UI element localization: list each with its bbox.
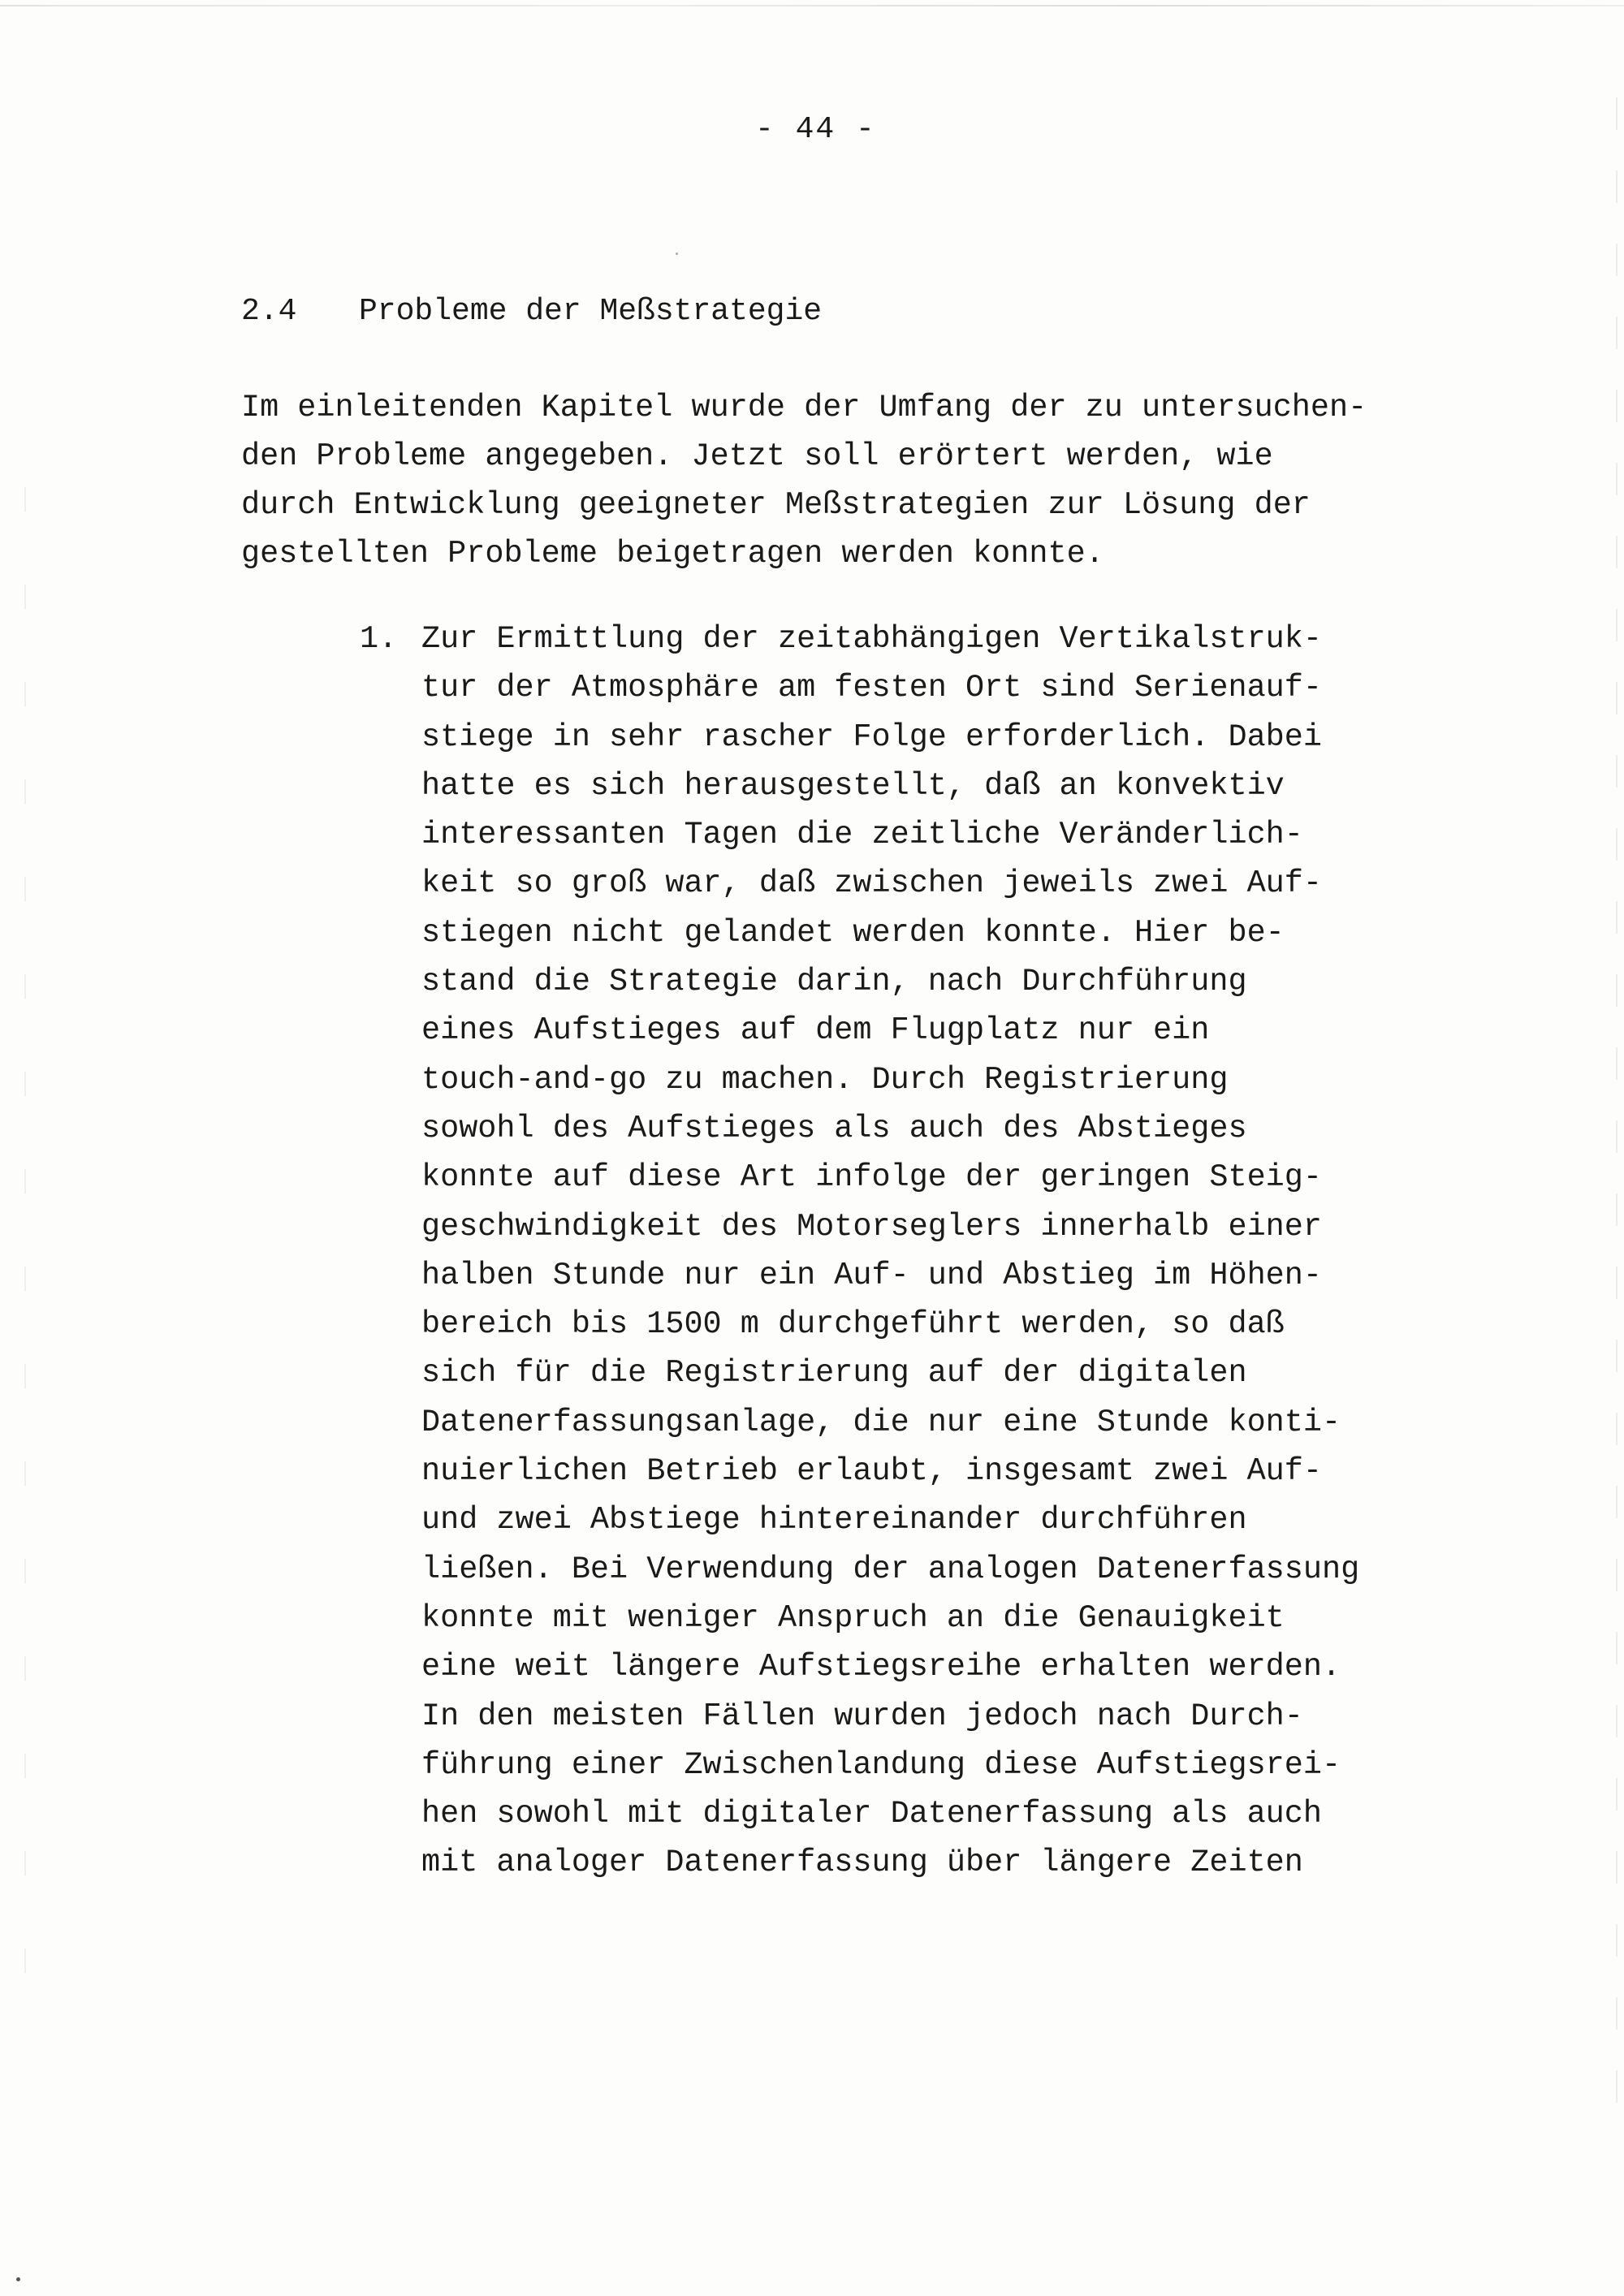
scan-top-edge xyxy=(0,5,1624,6)
list-line: ließen. Bei Verwendung der analogen Datenerfassung xyxy=(421,1551,1360,1587)
list-line: konnte auf diese Art infolge der geringen Steig- xyxy=(421,1159,1322,1196)
intro-line: durch Entwicklung geeigneter Meßstrategien zur Lösung der xyxy=(241,487,1311,523)
scan-speck xyxy=(16,2277,20,2281)
list-line: konnte mit weniger Anspruch an die Genauigkeit xyxy=(421,1599,1285,1636)
list-line: eine weit längere Aufstiegsreihe erhalten werden. xyxy=(421,1649,1341,1685)
list-line: eines Aufstieges auf dem Flugplatz nur ein xyxy=(421,1012,1210,1049)
list-item-text xyxy=(421,615,1477,1888)
list-line: hen sowohl mit digitaler Datenerfassung als auch xyxy=(421,1796,1322,1832)
list-line: nuierlichen Betrieb erlaubt, insgesamt zwei Auf- xyxy=(421,1453,1322,1490)
intro-paragraph xyxy=(241,383,1443,578)
list-line: In den meisten Fällen wurden jedoch nach Durch- xyxy=(421,1698,1303,1734)
list-line: tur der Atmosphäre am festen Ort sind Serienauf- xyxy=(421,670,1322,706)
section-number: 2.4 xyxy=(241,294,297,329)
list-line: Datenerfassungsanlage, die nur eine Stunde konti- xyxy=(421,1404,1341,1440)
list-line: sowohl des Aufstieges als auch des Abstieges xyxy=(421,1110,1247,1146)
list-line: halben Stunde nur ein Auf- und Abstieg im Höhen- xyxy=(421,1257,1322,1293)
list-line: stiege in sehr rascher Folge erforderlich. Dabei xyxy=(421,719,1322,755)
section-title: Probleme der Meßstrategie xyxy=(359,294,823,329)
scan-right-edge xyxy=(1616,97,1618,2127)
list-line: mit analoger Datenerfassung über längere Zeiten xyxy=(421,1845,1303,1881)
list-line: und zwei Abstiege hintereinander durchführen xyxy=(421,1502,1247,1539)
list-line: stand die Strategie darin, nach Durchführung xyxy=(421,964,1247,1000)
list-line: geschwindigkeit des Motorseglers innerhalb einer xyxy=(421,1208,1322,1245)
list-item-marker: 1. xyxy=(360,621,398,657)
list-line: bereich bis 1500 m durchgeführt werden, so daß xyxy=(421,1306,1285,1343)
list-line: führung einer Zwischenlandung diese Aufstiegsrei- xyxy=(421,1746,1341,1783)
list-line: sich für die Registrierung auf der digitalen xyxy=(421,1355,1247,1392)
list-line: interessanten Tagen die zeitliche Veränderlich- xyxy=(421,817,1303,853)
list-line: keit so groß war, daß zwischen jeweils zwei Auf- xyxy=(421,865,1322,902)
section-heading xyxy=(241,294,822,329)
page-number: - 44 - xyxy=(755,112,876,147)
intro-line: gestellten Probleme beigetragen werden konnte. xyxy=(241,536,1104,572)
list-line: touch-and-go zu machen. Durch Registrierung xyxy=(421,1061,1229,1098)
scan-left-edge xyxy=(24,487,26,2030)
scan-dust-mark xyxy=(676,252,678,255)
list-line: stiegen nicht gelandet werden konnte. Hier be- xyxy=(421,914,1285,951)
intro-line: Im einleitenden Kapitel wurde der Umfang der zu untersuchen- xyxy=(241,390,1367,425)
intro-line: den Probleme angegeben. Jetzt soll erörtert werden, wie xyxy=(241,438,1273,474)
list-line: hatte es sich herausgestellt, daß an konvektiv xyxy=(421,767,1285,804)
list-line: Zur Ermittlung der zeitabhängigen Vertikalstruk- xyxy=(421,621,1322,657)
